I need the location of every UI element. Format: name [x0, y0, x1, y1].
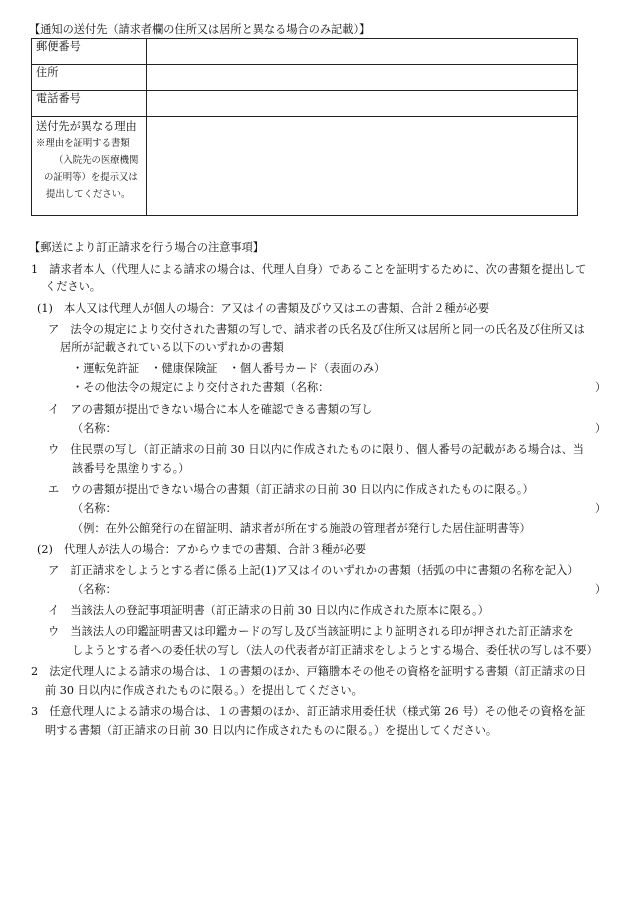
mail-heading: 【郵送により訂正請求を行う場合の注意事項】: [29, 241, 264, 254]
instruction-line: 明する書類（訂正請求の日前 30 日以内に作成されたものに限る。）を提出してください。: [45, 724, 498, 737]
instruction-line: （例：在外公館発行の在留証明、請求者が所在する施設の管理者が発行した居住証明書等）: [72, 522, 531, 535]
phone-label: 電話番号: [32, 91, 147, 117]
reason-note-line: （入院先の医療機関: [54, 155, 139, 166]
reason-cell: [32, 117, 147, 216]
reason-field[interactable]: [147, 117, 578, 216]
instruction-line: (1) 本人又は代理人が個人の場合：ア又はイの書類及びウ又はエの書類、合計２種が必要: [37, 302, 490, 315]
notice-table: [31, 38, 578, 216]
instruction-line: ア 法令の規定により交付された書類の写しで、請求者の氏名及び住所又は居所と同一の氏名及び住所又は: [48, 323, 585, 336]
instruction-line: ・その他法令の規定により交付された書類（名称：: [72, 381, 330, 394]
instruction-line: ください。: [45, 280, 101, 293]
instruction-line: 該番号を黒塗りする。）: [72, 462, 190, 475]
instruction-line: しようとする者への委任状の写し（法人の代表者が訂正請求をしようとする場合、委任状の写しは不要）: [72, 644, 598, 657]
phone-field[interactable]: [147, 91, 578, 117]
bracket-close: ）: [595, 583, 607, 596]
reason-note-line: の証明等）を提示又は: [44, 172, 138, 183]
instruction-line: ・運転免許証 ・健康保険証 ・個人番号カード（表面のみ）: [72, 362, 386, 375]
table-row: [32, 117, 578, 216]
instruction-line: （名称：: [72, 422, 117, 435]
bracket-close: ）: [595, 381, 607, 394]
instruction-line: ウ 当該法人の印鑑証明書又は印鑑カードの写し及び当該証明により証明される印が押された訂正請求を: [48, 625, 574, 638]
instruction-line: 3 任意代理人による請求の場合は、１の書類のほか、訂正請求用委任状（様式第 26 号）その他その資格を証: [31, 705, 586, 718]
instruction-line: 1 請求者本人（代理人による請求の場合は、代理人自身）であることを証明するために、次の書類を提出して: [31, 263, 587, 276]
instruction-line: (2) 代理人が法人の場合：アからウまでの書類、合計３種が必要: [37, 543, 367, 556]
postal-code-field[interactable]: [147, 39, 578, 65]
instruction-line: ア 訂正請求をしようとする者に係る上記(1)ア又はイのいずれかの書類（括弧の中に書類の名称を記入）: [48, 564, 579, 577]
instruction-line: 2 法定代理人による請求の場合は、１の書類のほか、戸籍謄本その他その資格を証明する書類（訂正請求の日: [31, 665, 587, 678]
reason-note-line: ※理由を証明する書類: [36, 138, 130, 149]
reason-label: 送付先が異なる理由: [36, 120, 137, 133]
instruction-line: （名称：: [72, 583, 117, 596]
instruction-line: エ ウの書類が提出できない場合の書類（訂正請求の日前 30 日以内に作成されたものに限る。）: [48, 483, 534, 496]
address-field[interactable]: [147, 65, 578, 91]
instruction-line: 居所が記載されている以下のいずれかの書類: [60, 341, 284, 354]
notice-heading: 【通知の送付先（請求者欄の住所又は居所と異なる場合のみ記載）】: [29, 23, 371, 36]
table-row: [32, 91, 578, 117]
instruction-line: （名称：: [72, 502, 117, 515]
table-row: [32, 39, 578, 65]
instruction-line: ウ 住民票の写し（訂正請求の日前 30 日以内に作成されたものに限り、個人番号の記載がある場合は、当: [48, 443, 584, 456]
bracket-close: ）: [595, 502, 607, 515]
instruction-line: イ アの書類が提出できない場合に本人を確認できる書類の写し: [48, 403, 373, 416]
instruction-line: 前 30 日以内に作成されたものに限る。）を提出してください。: [45, 684, 363, 697]
reason-note-line: 提出してください。: [46, 189, 131, 200]
bracket-close: ）: [595, 422, 607, 435]
instruction-line: イ 当該法人の登記事項証明書（訂正請求の日前 30 日以内に作成された原本に限る。）: [48, 604, 489, 617]
postal-code-label: 郵便番号: [32, 39, 147, 65]
table-row: [32, 65, 578, 91]
address-label: 住所: [32, 65, 147, 91]
